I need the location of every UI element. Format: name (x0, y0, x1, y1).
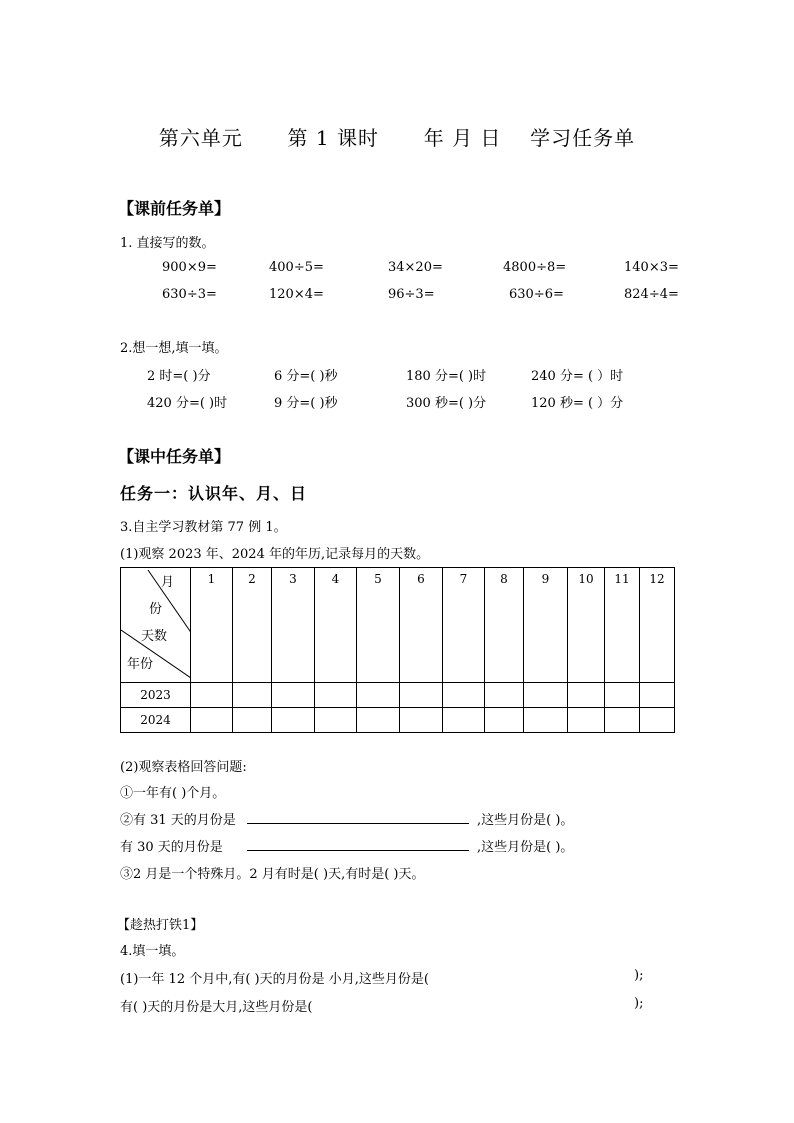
corner-days: 天数 (141, 629, 168, 644)
fill-item: 420 分=( )时 (147, 396, 228, 411)
practice-heading: 【趁热打铁1】 (117, 918, 204, 933)
month-header: 9 (524, 568, 568, 683)
day-cell[interactable] (191, 708, 233, 733)
day-cell[interactable] (400, 683, 443, 708)
fill-item: 2 时=( )分 (147, 369, 211, 384)
year-cell: 2024 (121, 708, 191, 733)
month-header: 8 (485, 568, 524, 683)
answer-3-right: ,这些月份是( )。 (477, 840, 574, 855)
month-header: 12 (640, 568, 675, 683)
page-title (0, 122, 794, 151)
fill-item: 120 秒= ( ）分 (531, 396, 624, 411)
calc-item: 140×3= (624, 260, 679, 275)
corner-fen: 份 (149, 602, 163, 617)
day-cell[interactable] (443, 683, 485, 708)
corner-cell (121, 568, 191, 683)
day-cell[interactable] (568, 708, 605, 733)
q3-label: 3.自主学习教材第 77 例 1。 (120, 520, 287, 535)
fill-item: 180 分=( )时 (406, 369, 487, 384)
answer-line[interactable] (247, 823, 469, 824)
calc-item: 630÷6= (509, 287, 564, 302)
q4-label: 4.填一填。 (120, 944, 185, 959)
day-cell[interactable] (443, 708, 485, 733)
title-lesson: 第 1 课时 (287, 126, 379, 150)
day-cell[interactable] (357, 708, 400, 733)
day-cell[interactable] (357, 683, 400, 708)
task1-title: 任务一：认识年、月、日 (120, 484, 308, 503)
answer-2-left: ②有 31 天的月份是 (120, 813, 236, 828)
day-cell[interactable] (524, 708, 568, 733)
answer-line[interactable] (247, 850, 469, 851)
table-row (121, 683, 675, 708)
day-cell[interactable] (485, 683, 524, 708)
day-cell[interactable] (400, 708, 443, 733)
title-unit: 第六单元 (158, 126, 243, 150)
table-row (121, 708, 675, 733)
q3-part2: (2)观察表格回答问题: (120, 760, 247, 775)
answer-3-left: 有 30 天的月份是 (120, 840, 223, 855)
month-header: 11 (605, 568, 640, 683)
day-cell[interactable] (315, 683, 357, 708)
day-cell[interactable] (315, 708, 357, 733)
day-cell[interactable] (640, 683, 675, 708)
month-header: 3 (272, 568, 315, 683)
day-cell[interactable] (605, 708, 640, 733)
day-cell[interactable] (524, 683, 568, 708)
year-cell: 2023 (121, 683, 191, 708)
day-cell[interactable] (233, 683, 272, 708)
q4-part1-right: ); (634, 968, 644, 983)
calc-item: 400÷5= (269, 260, 324, 275)
q4-part2-left: 有( )天的月份是大月,这些月份是( (120, 1000, 313, 1015)
answer-1: ①一年有( )个月。 (120, 786, 226, 801)
month-header: 2 (233, 568, 272, 683)
fill-item: 300 秒=( )分 (406, 396, 487, 411)
q4-part1-left: (1)一年 12 个月中,有( )天的月份是 小月,这些月份是( (120, 972, 429, 987)
day-cell[interactable] (233, 708, 272, 733)
calc-item: 34×20= (388, 260, 443, 275)
day-cell[interactable] (605, 683, 640, 708)
q4-part2-right: ); (634, 996, 644, 1011)
day-cell[interactable] (272, 708, 315, 733)
calc-item: 96÷3= (388, 287, 435, 302)
month-header: 5 (357, 568, 400, 683)
title-topic: 年 月 日 (423, 126, 502, 150)
month-header: 6 (400, 568, 443, 683)
q2-label: 2.想一想,填一填。 (120, 341, 228, 356)
calendar-table (120, 567, 675, 733)
month-header: 7 (443, 568, 485, 683)
calc-item: 824÷4= (624, 287, 679, 302)
day-cell[interactable] (272, 683, 315, 708)
month-header: 4 (315, 568, 357, 683)
calc-item: 120×4= (269, 287, 324, 302)
q3-part1: (1)观察 2023 年、2024 年的年历,记录每月的天数。 (120, 547, 430, 562)
title-worksheet: 学习任务单 (530, 126, 636, 150)
answer-2-right: ,这些月份是( )。 (477, 813, 574, 828)
calc-item: 4800÷8= (503, 260, 567, 275)
fill-item: 6 分=( )秒 (274, 369, 338, 384)
fill-item: 240 分= ( ）时 (531, 369, 624, 384)
day-cell[interactable] (640, 708, 675, 733)
day-cell[interactable] (191, 683, 233, 708)
day-cell[interactable] (568, 683, 605, 708)
q1-label: 1. 直接写的数。 (120, 236, 215, 251)
answer-4: ③2 月是一个特殊月。2 月有时是( )天,有时是( )天。 (120, 867, 425, 882)
corner-year: 年份 (127, 657, 154, 672)
pre-task-heading: 【课前任务单】 (118, 199, 231, 218)
day-cell[interactable] (485, 708, 524, 733)
in-task-heading: 【课中任务单】 (118, 447, 231, 466)
corner-month: 月 (161, 575, 175, 590)
calc-item: 630÷3= (162, 287, 217, 302)
calc-item: 900×9= (162, 260, 217, 275)
month-header: 1 (191, 568, 233, 683)
fill-item: 9 分=( )秒 (274, 396, 338, 411)
month-header: 10 (568, 568, 605, 683)
